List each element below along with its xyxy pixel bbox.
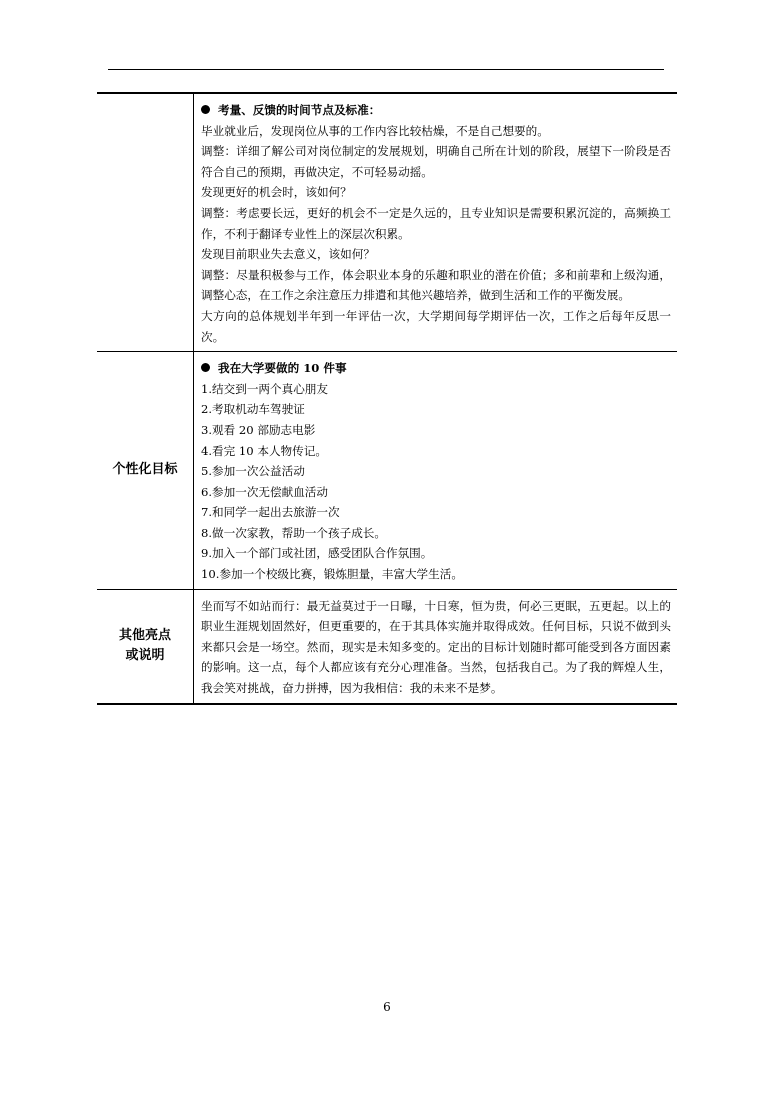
table-row-other-highlights bbox=[97, 589, 677, 703]
feedback-line: 调整：尽量积极参与工作，体会职业本身的乐趣和职业的潜在价值；多和前辈和上级沟通，调整心态，在工作之余注意压力排遣和其他兴趣培养，做到生活和工作的平衡发展。 bbox=[201, 267, 671, 303]
list-item: 3.观看 20 部励志电影 bbox=[201, 422, 316, 437]
personal-goals-heading-text: 我在大学要做的 10 件事 bbox=[218, 361, 347, 376]
career-plan-table bbox=[97, 92, 677, 705]
personal-goals-label: 个性化目标 bbox=[97, 352, 194, 590]
bullet-icon bbox=[201, 363, 210, 372]
list-item: 5.参加一次公益活动 bbox=[201, 464, 305, 479]
list-item: 7.和同学一起出去旅游一次 bbox=[201, 505, 340, 520]
feedback-line: 调整：考虑要长远，更好的机会不一定是久远的，且专业知识是需要积累沉淀的，高频换工作，不利于翻译专业性上的深层次积累。 bbox=[201, 205, 671, 241]
header-rule bbox=[108, 69, 664, 70]
personal-goals-content-cell bbox=[194, 352, 678, 590]
list-item: 6.参加一次无偿献血活动 bbox=[201, 484, 328, 499]
list-item: 8.做一次家教，帮助一个孩子成长。 bbox=[201, 525, 386, 540]
feedback-heading-text: 考量、反馈的时间节点及标准： bbox=[218, 103, 381, 117]
feedback-heading bbox=[201, 100, 671, 121]
feedback-line: 发现目前职业失去意义，该如何？ bbox=[201, 247, 375, 262]
feedback-content-cell bbox=[194, 93, 678, 352]
list-item: 4.看完 10 本人物传记。 bbox=[201, 443, 327, 458]
feedback-line: 发现更好的机会时，该如何？ bbox=[201, 185, 352, 200]
feedback-line: 毕业就业后，发现岗位从事的工作内容比较枯燥，不是自己想要的。 bbox=[201, 123, 549, 138]
list-item: 9.加入一个部门或社团，感受团队合作氛围。 bbox=[201, 546, 433, 561]
list-item: 2.考取机动车驾驶证 bbox=[201, 402, 305, 417]
list-item: 10.参加一个校级比赛，锻炼胆量，丰富大学生活。 bbox=[201, 567, 463, 582]
table-row-feedback bbox=[97, 93, 677, 352]
bullet-icon bbox=[201, 105, 210, 114]
other-highlights-text: 坐而写不如站而行：最无益莫过于一日曝，十日寒，恒为贵，何必三更眠，五更起。以上的职业生涯规划固然好，但更重要的，在于其具体实施并取得成效。任何目标，只说不做到头来都只会是一场空。然而，现实是未知多变的。定出的目标计划随时都可能受到各方面因素的影响。这一点，每个人都应该有充分心理准备。当然，包括我自己。为了我的辉煌人生，我会笑对挑战，奋力拼搏，因为我相信：我的未来不是梦。 bbox=[194, 589, 678, 703]
list-item: 1.结交到一两个真心朋友 bbox=[201, 381, 328, 396]
feedback-line: 调整：详细了解公司对岗位制定的发展规划，明确自己所在计划的阶段，展望下一阶段是否符合自己的预期，再做决定，不可轻易动摇。 bbox=[201, 144, 671, 179]
other-highlights-label-line2: 或说明 bbox=[125, 648, 165, 664]
page-number: 6 bbox=[383, 1000, 391, 1014]
other-highlights-label-line1: 其他亮点 bbox=[118, 628, 171, 644]
feedback-label-cell bbox=[97, 93, 194, 352]
other-highlights-label bbox=[97, 589, 194, 703]
feedback-line: 大方向的总体规划半年到一年评估一次，大学期间每学期评估一次，工作之后每年反思一次。 bbox=[201, 308, 671, 344]
personal-goals-heading bbox=[201, 358, 671, 379]
table-row-personal-goals bbox=[97, 352, 677, 590]
